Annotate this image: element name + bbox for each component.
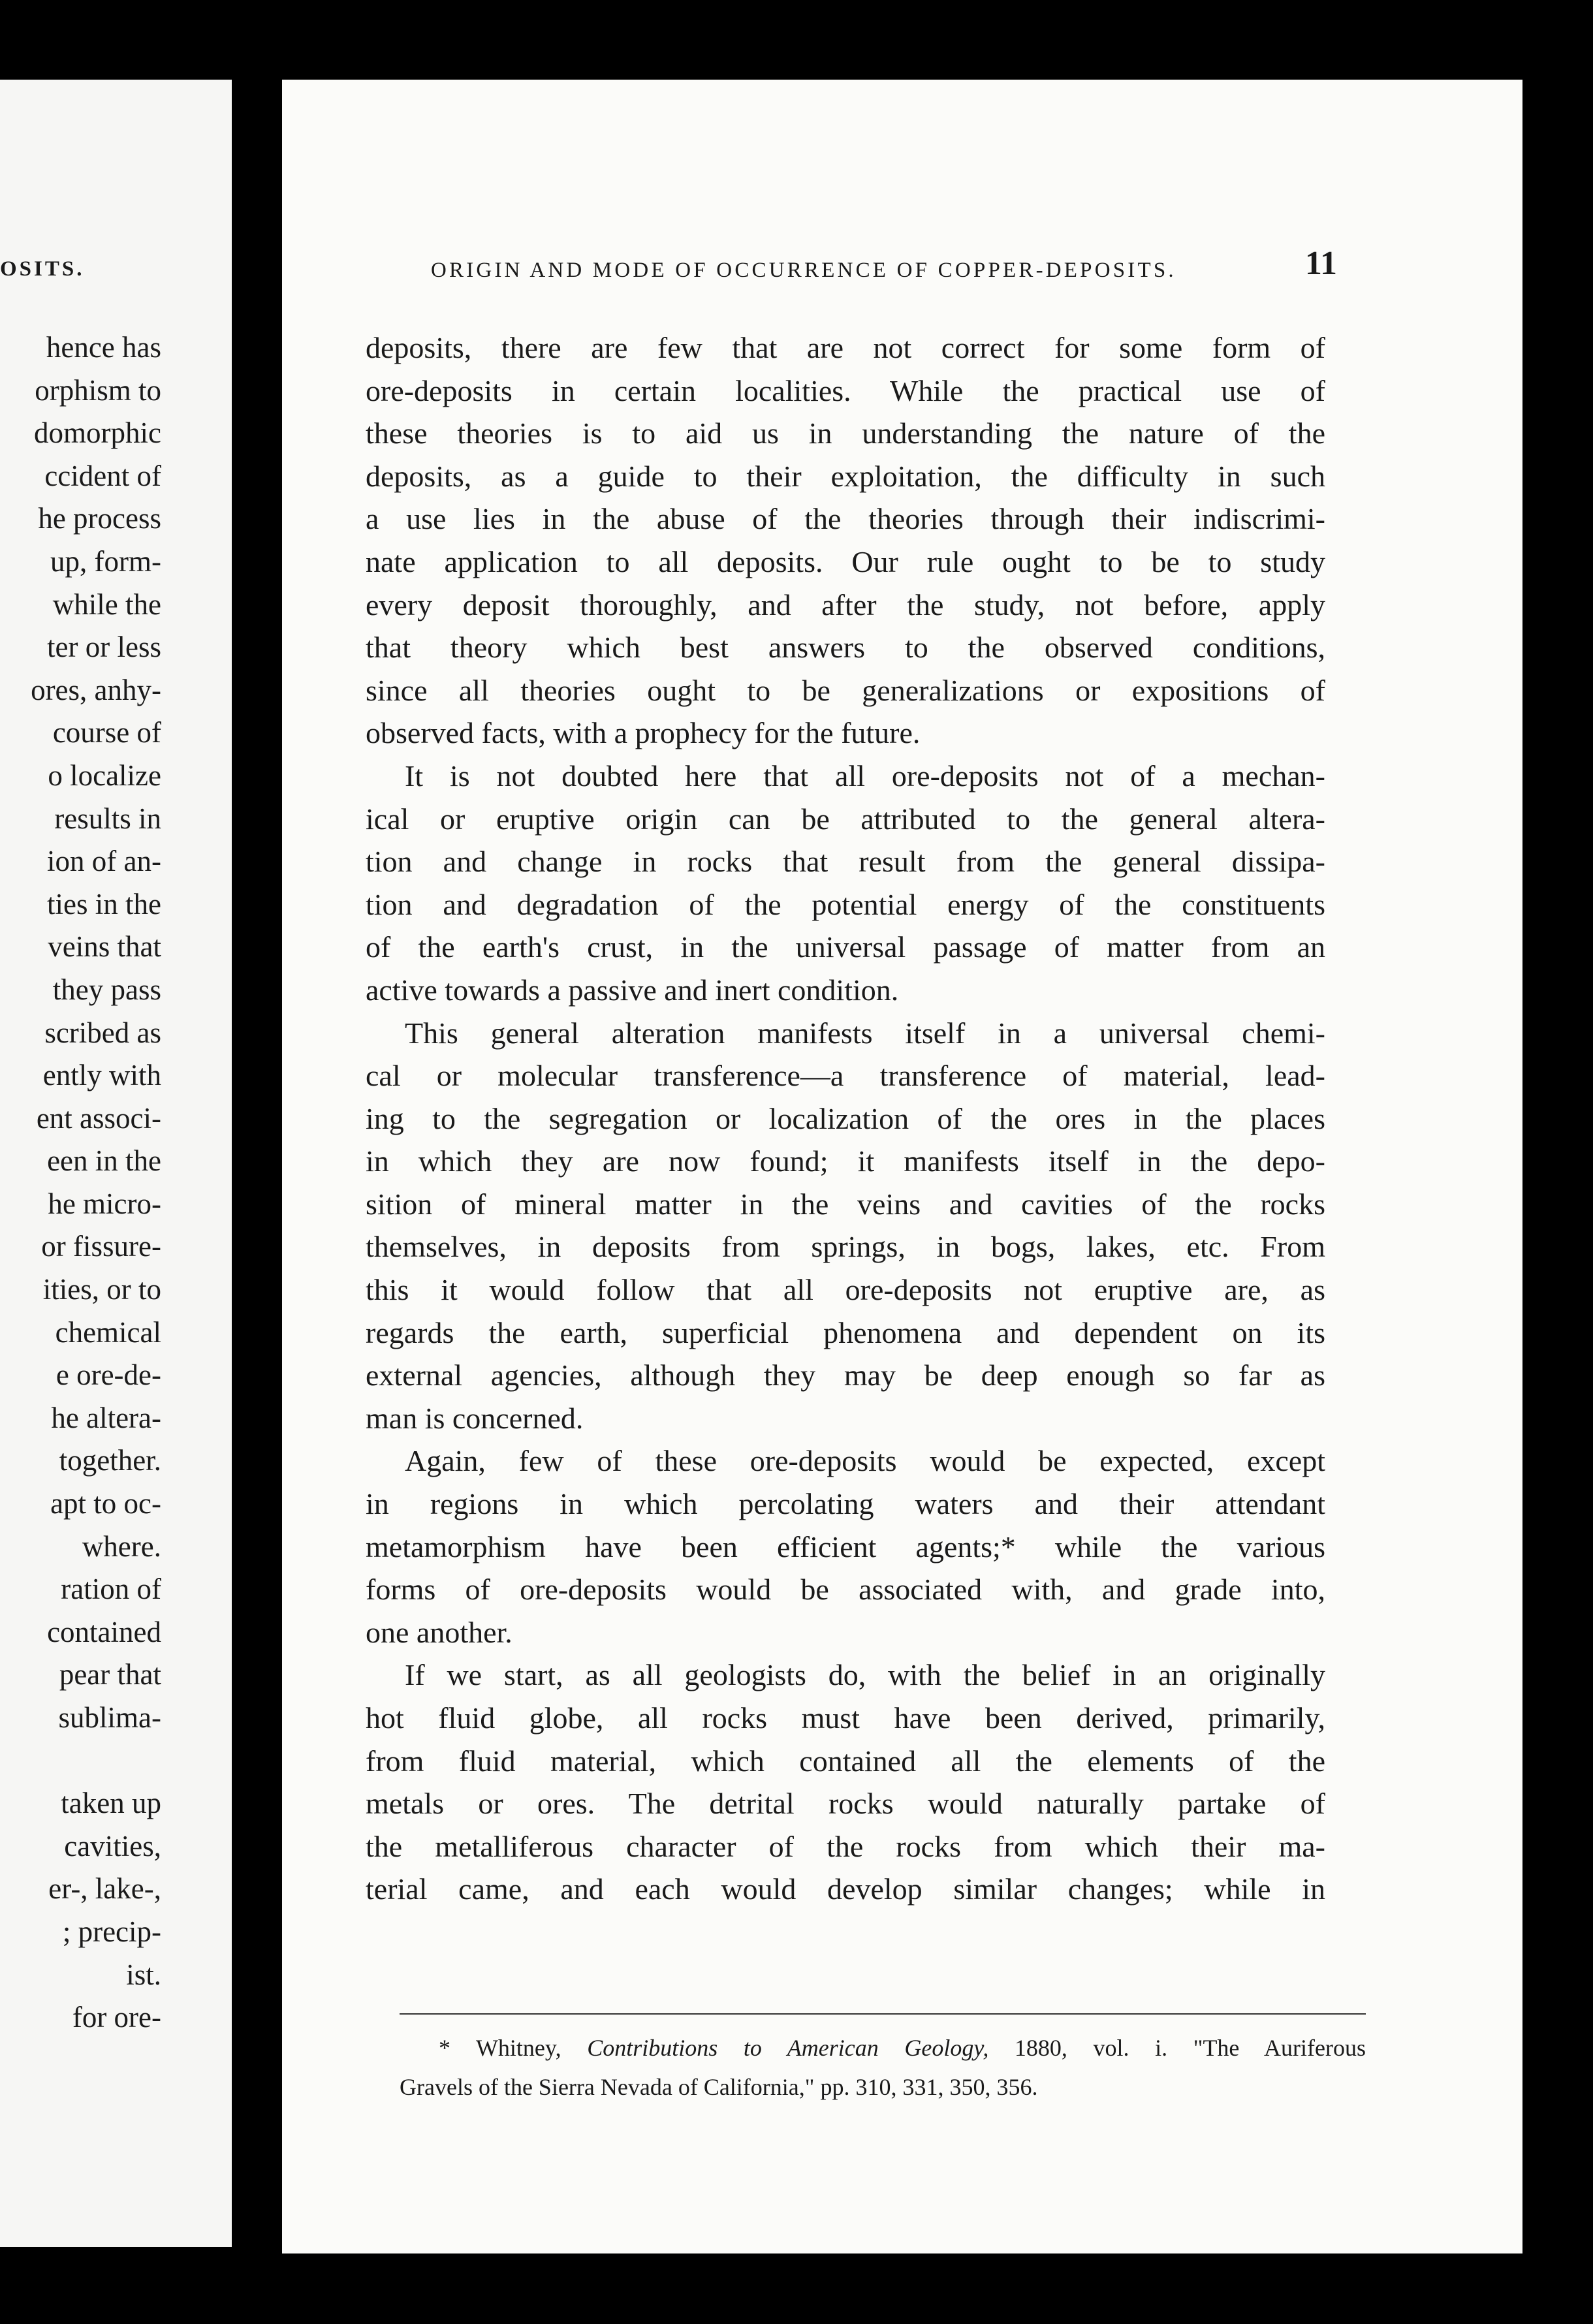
body-line: this it would follow that all ore-deposits not eruptive are, as (366, 1273, 1325, 1307)
left-page-line: apt to oc- (50, 1487, 161, 1520)
body-line: tion and degradation of the potential energy of the constituents (366, 887, 1325, 921)
left-page-line: they pass (52, 973, 161, 1006)
body-line: tion and change in rocks that result from the general dissipa- (366, 845, 1325, 879)
left-page-line: chemical (55, 1315, 161, 1349)
left-page-line: up, form- (50, 544, 161, 578)
left-page-line: ties in the (47, 887, 161, 920)
body-line: This general alteration manifests itself in a universal chemi- (405, 1016, 1325, 1050)
left-page-fragment (0, 80, 232, 2247)
left-page-line: he altera- (51, 1401, 161, 1434)
left-page-line: scribed as (44, 1016, 161, 1049)
left-page-line: ist. (126, 1958, 161, 1991)
left-page-line: e ore-de- (55, 1358, 161, 1392)
body-line: regards the earth, superficial phenomena and dependent on its (366, 1315, 1325, 1349)
body-line: of the earth's crust, in the universal passage of matter from an (366, 930, 1325, 964)
left-page-line: o localize (48, 759, 161, 792)
left-page-line: pear that (59, 1658, 161, 1691)
left-page-line: he micro- (48, 1187, 161, 1220)
left-page-line: course of (52, 716, 161, 749)
body-line: every deposit thoroughly, and after the study, not before, apply (366, 588, 1325, 621)
left-page-line: ccident of (44, 459, 161, 492)
body-line: If we start, as all geologists do, with the belief in an originally (405, 1658, 1325, 1692)
body-line: in which they are now found; it manifests itself in the depo- (366, 1144, 1325, 1178)
left-page-line: ration of (61, 1573, 161, 1606)
body-line: observed facts, with a prophecy for the future. (366, 716, 921, 750)
left-running-head: OSITS. (0, 257, 85, 281)
left-page-line: er-, lake-, (48, 1872, 161, 1906)
left-page-line: ter or less (47, 631, 161, 664)
left-page-line: contained (47, 1615, 161, 1648)
body-line: sition of mineral matter in the veins and cavities of the rocks (366, 1187, 1325, 1221)
body-line: Again, few of these ore-deposits would be expected, except (405, 1444, 1325, 1478)
body-line: ical or eruptive origin can be attributed to the general altera- (366, 802, 1325, 836)
left-page-line: orphism to (35, 373, 161, 407)
body-line: a use lies in the abuse of the theories through their indiscrimi- (366, 502, 1325, 536)
running-head (431, 244, 1337, 290)
left-page-line (0, 1740, 232, 1783)
body-text (366, 326, 1325, 1911)
body-line: It is not doubted here that all ore-deposits not of a mechan- (405, 759, 1325, 793)
body-line: external agencies, although they may be deep enough so far as (366, 1358, 1325, 1392)
footnote-marker-text: * Whitney, (439, 2035, 588, 2061)
main-page (282, 80, 1522, 2253)
left-page-line: while the (52, 588, 161, 621)
left-page-line: een in the (47, 1144, 161, 1178)
body-line: active towards a passive and inert condition. (366, 973, 899, 1007)
body-line: deposits, there are few that are not correct for some form of (366, 331, 1325, 364)
body-line: metals or ores. The detrital rocks would naturally partake of (366, 1787, 1325, 1821)
left-page-line: results in (54, 802, 161, 835)
footnote-rule (400, 2013, 1366, 2015)
footnote-citation-title: Contributions to American Geology, (587, 2035, 989, 2061)
left-page-line: for ore- (72, 2001, 161, 2034)
left-page-line: ; precip- (62, 1915, 161, 1948)
body-line: cal or molecular transference—a transference of material, lead- (366, 1059, 1325, 1093)
running-title: ORIGIN AND MODE OF OCCURRENCE OF COPPER-DEPOSITS. (431, 259, 1176, 282)
left-page-line: ities, or to (42, 1273, 161, 1306)
body-line: hot fluid globe, all rocks must have been derived, primarily, (366, 1701, 1325, 1735)
body-line: nate application to all deposits. Our rule ought to be to study (366, 544, 1325, 578)
body-line: forms of ore-deposits would be associated with, and grade into, (366, 1573, 1325, 1607)
body-line: deposits, as a guide to their exploitation, the difficulty in such (366, 459, 1325, 493)
left-page-line: ores, anhy- (31, 673, 161, 706)
body-line: ore-deposits in certain localities. While the practical use of (366, 373, 1325, 407)
body-line: one another. (366, 1615, 513, 1649)
footnote-citation-rest: 1880, vol. i. "The Auriferous (988, 2035, 1366, 2061)
body-line: since all theories ought to be generalizations or expositions of (366, 673, 1325, 707)
left-page-line: ion of an- (47, 845, 161, 878)
left-page-line: taken up (61, 1787, 161, 1820)
body-line: themselves, in deposits from springs, in bogs, lakes, etc. From (366, 1230, 1325, 1264)
body-line: terial came, and each would develop similar changes; while in (366, 1872, 1325, 1906)
left-page-line: veins that (48, 930, 161, 964)
body-line: from fluid material, which contained all the elements of the (366, 1744, 1325, 1778)
left-page-line: sublima- (58, 1701, 161, 1734)
left-page-line: he process (38, 502, 161, 535)
body-line: these theories is to aid us in understanding the nature of the (366, 416, 1325, 450)
body-line: metamorphism have been efficient agents;* while the various (366, 1530, 1325, 1563)
body-line: that theory which best answers to the observed conditions, (366, 631, 1325, 665)
left-page-line: ent associ- (36, 1101, 161, 1135)
left-page-line: where. (82, 1530, 161, 1563)
footnote-line: Gravels of the Sierra Nevada of California," pp. 310, 331, 350, 356. (400, 2074, 1038, 2100)
left-page-line: domorphic (34, 416, 161, 450)
left-page-line: or fissure- (41, 1230, 161, 1263)
footnote (400, 2028, 1366, 2107)
left-page-text (0, 326, 232, 2039)
body-line: in regions in which percolating waters and their attendant (366, 1487, 1325, 1521)
body-line: the metalliferous character of the rocks from which their ma- (366, 1829, 1325, 1863)
body-line: ing to the segregation or localization of the ores in the places (366, 1101, 1325, 1135)
page-number: 11 (1304, 245, 1337, 282)
body-line: man is concerned. (366, 1401, 584, 1435)
left-page-line: together. (59, 1444, 161, 1477)
left-page-line: hence has (46, 331, 161, 364)
left-page-line: cavities, (64, 1829, 161, 1862)
left-page-line: ently with (42, 1059, 161, 1092)
footnote-line (400, 2028, 1366, 2067)
